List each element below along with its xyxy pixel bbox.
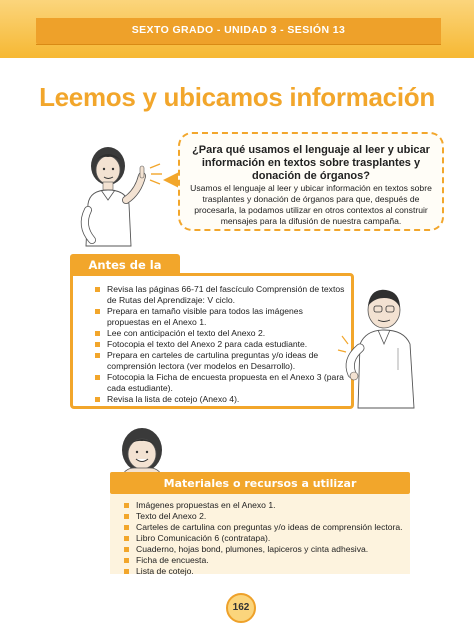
page-title: Leemos y ubicamos información: [39, 82, 435, 112]
bullet-icon: [95, 287, 100, 292]
materials-panel: [110, 494, 410, 574]
page-number-badge: [226, 593, 256, 623]
question-bubble: [178, 132, 444, 231]
list-item: Libro Comunicación 6 (contratapa).: [124, 533, 404, 544]
bullet-icon: [95, 309, 100, 314]
list-item: Ficha de encuesta.: [124, 555, 404, 566]
list-item: Fotocopia la Ficha de encuesta propuesta en el Anexo 3 (para cada estudiante).: [95, 372, 347, 394]
bullet-icon: [124, 558, 129, 563]
bullet-icon: [95, 353, 100, 358]
antes-list: [95, 284, 347, 405]
teacher-illustration: [338, 278, 428, 408]
bullet-icon: [95, 342, 100, 347]
list-item: Carteles de cartulina con preguntas y/o ideas de comprensión lectora.: [124, 522, 404, 533]
girl-pointing-illustration: [68, 130, 166, 246]
bullet-icon: [124, 569, 129, 574]
antes-label: Antes de la: [88, 258, 162, 272]
bullet-icon: [124, 514, 129, 519]
list-item: Lee con anticipación el texto del Anexo 2.: [95, 328, 347, 339]
list-item: Imágenes propuestas en el Anexo 1.: [124, 500, 404, 511]
bullet-icon: [124, 547, 129, 552]
bubble-tail: [163, 172, 179, 188]
header-title: SEXTO GRADO - UNIDAD 3 - SESIÓN 13: [131, 24, 346, 36]
bullet-icon: [95, 375, 100, 380]
antes-box: [70, 273, 354, 409]
bullet-icon: [124, 525, 129, 530]
list-item: Prepara en carteles de cartulina preguntas y/o ideas de comprensión lectora (ver modelos en Desarrollo).: [95, 350, 347, 372]
list-item: Lista de cotejo.: [124, 566, 404, 577]
bullet-icon: [95, 331, 100, 336]
list-item: Fotocopia el texto del Anexo 2 para cada estudiante.: [95, 339, 347, 350]
materials-bar: [110, 472, 410, 494]
list-item: Revisa las páginas 66-71 del fascículo Comprensión de textos de Rutas del Aprendizaje: V ciclo.: [95, 284, 347, 306]
list-item: Revisa la lista de cotejo (Anexo 4).: [95, 394, 347, 405]
list-item: Texto del Anexo 2.: [124, 511, 404, 522]
materials-list: [124, 500, 404, 577]
bullet-icon: [95, 397, 100, 402]
list-item: Prepara en tamaño visible para todos las imágenes propuestas en el Anexo 1.: [95, 306, 347, 328]
bullet-icon: [124, 536, 129, 541]
materials-title: Materiales o recursos a utilizar: [163, 477, 357, 490]
list-item: Cuaderno, hojas bond, plumones, lapiceros y cinta adhesiva.: [124, 544, 404, 555]
bubble-answer: Usamos el lenguaje al leer y ubicar información en textos sobre trasplantes y donación de órganos para que, después de procesarla, la podamos utilizar en otros contextos al construir mensajes para la difusión de nuestra campaña.: [190, 183, 432, 226]
bullet-icon: [124, 503, 129, 508]
bubble-question: ¿Para qué usamos el lenguaje al leer y ubicar información en textos sobre trasplantes y donación de órganos?: [192, 144, 430, 182]
header-divider: [36, 44, 441, 45]
page-number: 162: [232, 602, 250, 613]
header-bar: [36, 18, 441, 44]
